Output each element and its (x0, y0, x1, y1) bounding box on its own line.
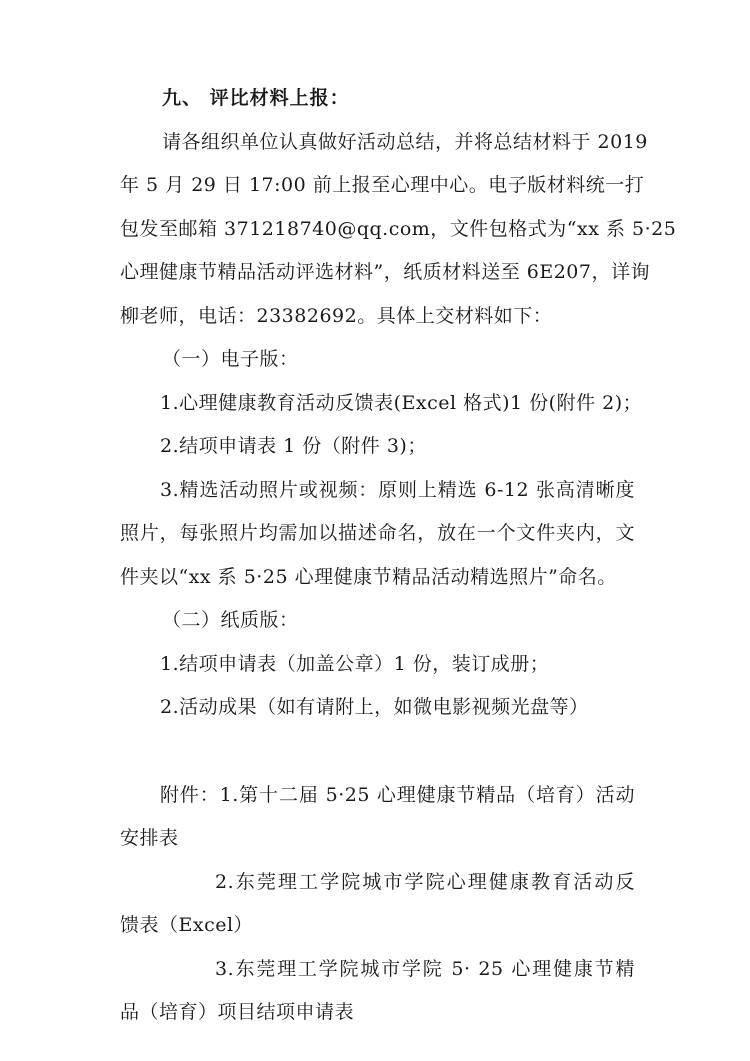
electronic-item-3-line-1: 3.精选活动照片或视频：原则上精选 6-12 张高清晰度 (160, 479, 635, 501)
attachment-3-line-1: 3.东莞理工学院城市学院 5· 25 心理健康节精 (215, 958, 635, 980)
attachment-1-line-2: 安排表 (120, 827, 179, 849)
paragraph-line-4: 心理健康节精品活动评选材料”，纸质材料送至 6E207，详询 (120, 261, 650, 283)
attachment-1-line-1: 附件：1.第十二届 5·25 心理健康节精品（培育）活动 (160, 784, 635, 806)
attachment-2-line-2: 馈表（Excel） (120, 914, 254, 936)
electronic-item-1: 1.心理健康教育活动反馈表(Excel 格式)1 份(附件 2)； (160, 392, 643, 414)
paper-heading: （二）纸质版： (162, 609, 299, 631)
paper-item-1: 1.结项申请表（加盖公章）1 份，装订成册； (160, 653, 550, 675)
electronic-item-2: 2.结项申请表 1 份（附件 3)； (160, 435, 427, 457)
paragraph-line-3: 包发至邮箱 371218740@qq.com，文件包格式为“xx 系 5·25 (120, 218, 677, 240)
section-heading: 九、 评比材料上报： (162, 87, 350, 109)
electronic-item-3-line-3: 件夹以“xx 系 5·25 心理健康节精品活动精选照片”命名。 (120, 566, 617, 588)
electronic-item-3-line-2: 照片，每张照片均需加以描述命名，放在一个文件夹内，文 (120, 522, 635, 544)
paragraph-line-1: 请各组织单位认真做好活动总结，并将总结材料于 2019 (162, 131, 648, 153)
electronic-heading: （一）电子版： (162, 348, 299, 370)
paragraph-line-2: 年 5 月 29 日 17:00 前上报至心理中心。电子版材料统一打 (120, 174, 645, 196)
attachment-2-line-1: 2.东莞理工学院城市学院心理健康教育活动反 (215, 871, 635, 893)
paper-item-2: 2.活动成果（如有请附上，如微电影视频光盘等） (160, 696, 589, 718)
attachment-3-line-2: 品（培育）项目结项申请表 (120, 1001, 355, 1023)
paragraph-line-5: 柳老师，电话：23382692。具体上交材料如下： (120, 305, 553, 327)
